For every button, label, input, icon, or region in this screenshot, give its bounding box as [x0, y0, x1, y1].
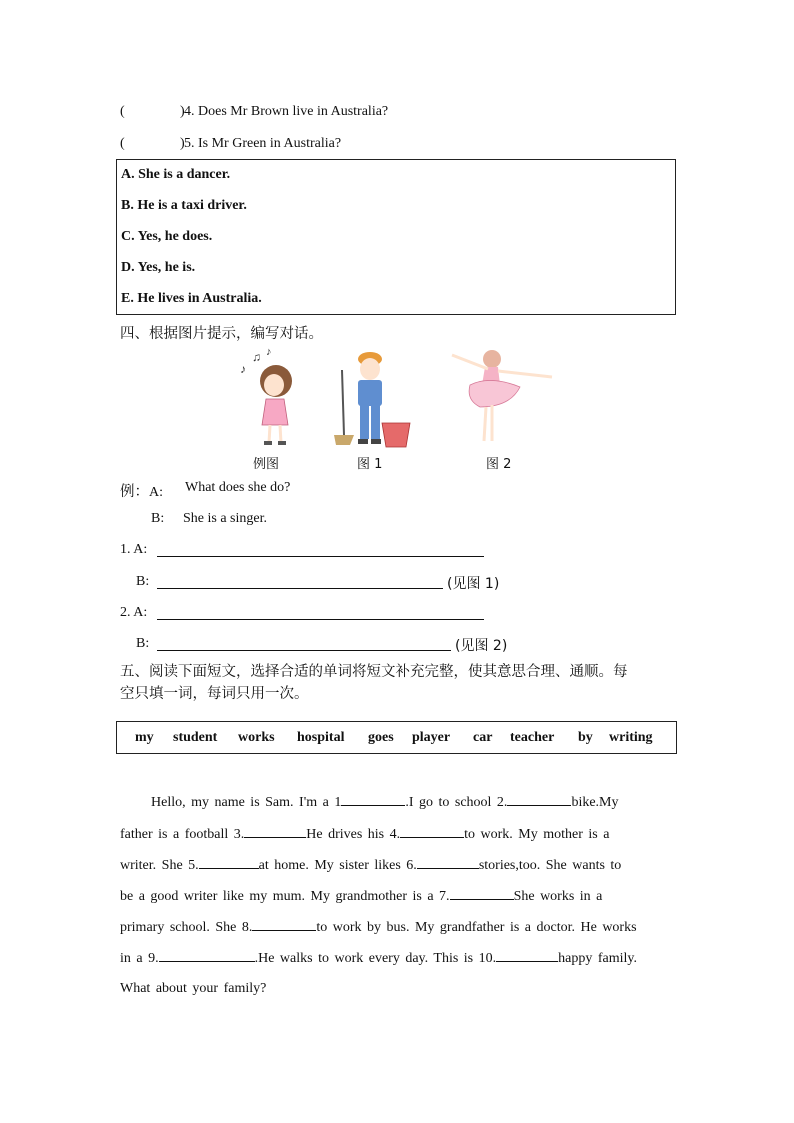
passage-line-4 — [120, 887, 602, 905]
option-a: A. She is a dancer. — [121, 167, 231, 182]
svg-text:♪: ♪ — [266, 346, 272, 358]
word-bank-item: writing — [609, 730, 653, 745]
option-c: C. Yes, he does. — [121, 229, 213, 244]
answer-line-2a[interactable] — [157, 605, 484, 620]
passage-text: writer. She 5. — [120, 858, 199, 873]
answer-line-1b[interactable] — [157, 574, 443, 589]
word-bank-item: goes — [368, 730, 394, 745]
example-a-tag: A: — [149, 485, 163, 500]
cleaner-illustration — [334, 352, 410, 447]
word-bank-item: player — [412, 730, 451, 745]
passage-text: bike.My — [571, 795, 619, 810]
word-bank-item: teacher — [510, 730, 555, 745]
blank-5[interactable] — [199, 856, 259, 869]
example-b-tag: B: — [151, 511, 165, 526]
word-bank-item: hospital — [297, 730, 345, 745]
passage-text: father is a football 3. — [120, 827, 245, 842]
section-5-title-line-2: 空只填一词，每词只用一次。 — [120, 686, 309, 702]
answer-paren-open: ( — [120, 136, 125, 151]
example-b-text: She is a singer. — [183, 511, 267, 526]
section-4-title: 四、根据图片提示，编写对话。 — [120, 326, 323, 342]
hint-figure-2: (见图 2) — [455, 638, 508, 654]
line-1b-label: B: — [136, 574, 150, 589]
answer-line-1a[interactable] — [157, 542, 484, 557]
passage-line-2 — [120, 825, 609, 843]
passage-text: happy family. — [558, 951, 637, 966]
svg-text:♫: ♫ — [252, 350, 261, 364]
passage-text: primary school. She 8. — [120, 920, 253, 935]
line-1a-label: 1. A: — [120, 542, 148, 557]
line-2a-label: 2. A: — [120, 605, 148, 620]
passage-text: .I go to school 2. — [405, 795, 508, 810]
illustrations — [230, 345, 560, 450]
example-label: 例： — [120, 484, 149, 500]
caption-figure-1: 图 1 — [357, 457, 383, 472]
question-text: 4. Does Mr Brown live in Australia? — [184, 104, 389, 119]
line-2b-label: B: — [136, 636, 150, 651]
passage-line-6 — [120, 949, 637, 967]
answer-paren-close: ) — [180, 136, 185, 151]
word-bank-item: by — [578, 730, 593, 745]
passage-text: stories,too. She wants to — [478, 858, 622, 873]
option-d: D. Yes, he is. — [121, 260, 196, 275]
answer-paren-close: ) — [180, 104, 185, 119]
passage-text: at home. My sister likes 6. — [258, 858, 417, 873]
options-box — [116, 159, 676, 315]
answer-paren-open: ( — [120, 104, 125, 119]
blank-3[interactable] — [244, 825, 306, 838]
passage-line-7: What about your family? — [120, 981, 267, 996]
word-bank — [116, 721, 677, 754]
passage-line-3 — [120, 856, 621, 874]
blank-1[interactable] — [341, 793, 405, 806]
hint-figure-1: (见图 1) — [447, 576, 500, 592]
passage-line-1 — [151, 793, 619, 811]
blank-10[interactable] — [496, 949, 558, 962]
caption-figure-2: 图 2 — [486, 457, 512, 472]
option-e: E. He lives in Australia. — [121, 291, 262, 306]
passage-text: .He walks to work every day. This is 10. — [254, 951, 497, 966]
passage-text: to work by bus. My grandfather is a doctor. He works — [316, 920, 637, 935]
section-5-title-line-1: 五、阅读下面短文，选择合适的单词将短文补充完整，使其意思合理、通顺。每 — [120, 664, 628, 680]
option-b: B. He is a taxi driver. — [121, 198, 247, 213]
blank-7[interactable] — [450, 887, 514, 900]
caption-example: 例图 — [253, 457, 280, 472]
blank-6[interactable] — [417, 856, 479, 869]
question-text: 5. Is Mr Green in Australia? — [184, 136, 342, 151]
answer-line-2b[interactable] — [157, 636, 451, 651]
example-a-text: What does she do? — [185, 480, 291, 495]
blank-2[interactable] — [507, 793, 571, 806]
passage-text: to work. My mother is a — [464, 827, 610, 842]
dancer-illustration — [452, 350, 552, 441]
blank-9[interactable] — [159, 949, 255, 962]
word-bank-item: student — [173, 730, 218, 745]
passage-text: be a good writer like my mum. My grandmother is a 7. — [120, 889, 450, 904]
svg-text:♪: ♪ — [240, 362, 246, 376]
word-bank-item: car — [473, 730, 493, 745]
word-bank-item: works — [238, 730, 275, 745]
blank-4[interactable] — [400, 825, 464, 838]
passage-text: She works in a — [513, 889, 603, 904]
blank-8[interactable] — [252, 918, 316, 931]
passage-text: Hello, my name is Sam. I'm a 1 — [151, 795, 342, 810]
passage-line-5 — [120, 918, 637, 936]
passage-text: He drives his 4. — [306, 827, 401, 842]
passage-text: in a 9. — [120, 951, 159, 966]
word-bank-item: my — [135, 730, 154, 745]
singer-illustration — [240, 346, 292, 445]
